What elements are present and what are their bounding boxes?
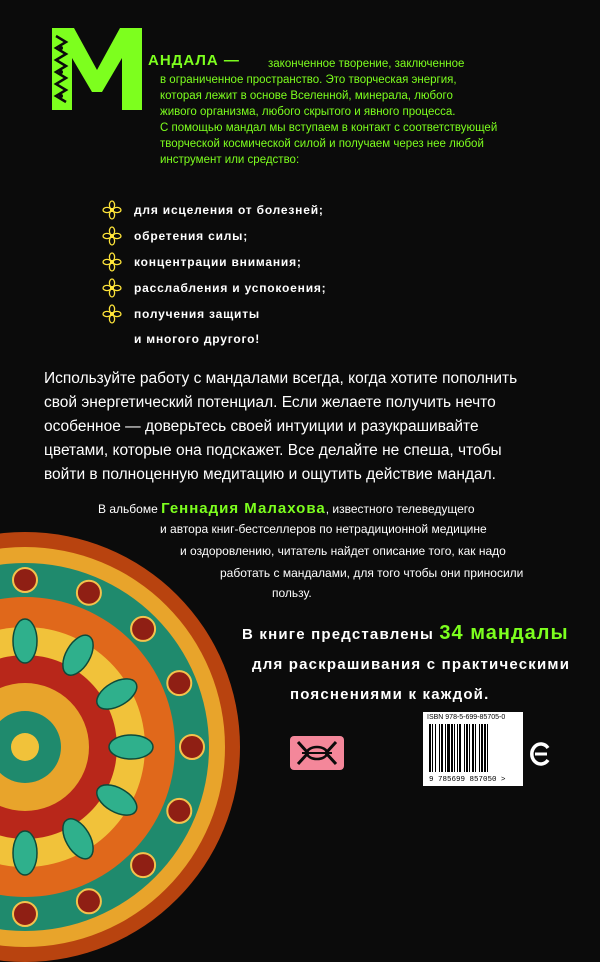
barcode-bar: [457, 724, 458, 772]
bullet-item: [102, 226, 248, 246]
barcode-bar: [484, 724, 486, 772]
intro-line: С помощью мандал мы вступаем в контакт с соответствующей: [160, 122, 498, 134]
book-info-prefix: В книге представлены: [242, 626, 435, 643]
flower-bullet-icon: [102, 252, 122, 272]
barcode-bar: [469, 724, 470, 772]
barcode-bar: [429, 724, 431, 772]
barcode-bar: [454, 724, 455, 772]
intro-line: творческой космической силой и получаем через нее любой: [160, 138, 484, 150]
bullet-item: [102, 278, 326, 298]
barcode-bar: [466, 724, 468, 772]
barcode-bar: [447, 724, 450, 772]
barcode-bar: [435, 724, 436, 772]
intro-first-line: законченное творение, заключенное: [268, 58, 465, 70]
body-line: свой энергетический потенциал. Если желаете получить нечто: [44, 394, 496, 411]
author-line: пользу.: [272, 586, 312, 600]
bullet-item: [102, 200, 324, 220]
flower-bullet-icon: [102, 226, 122, 246]
flower-bullet-icon: [102, 304, 122, 324]
bullet-item: [102, 304, 260, 324]
barcode-bars: [429, 724, 517, 772]
bullet-text: расслабления и успокоения;: [134, 281, 327, 295]
author-prefix: В альбоме: [98, 502, 158, 516]
mandala-dot: [180, 735, 204, 759]
mandala-dot: [167, 799, 191, 823]
book-info-line: пояснениями к каждой.: [290, 686, 490, 703]
body-line: цветами, которые она подскажет. Все делайте не спеша, чтобы: [44, 442, 502, 459]
flower-bullet-icon: [102, 200, 122, 220]
mandala-dot: [13, 902, 37, 926]
barcode: [423, 712, 523, 786]
mandala-petal: [109, 735, 153, 759]
mandala-dot: [131, 853, 155, 877]
author-name: Геннадия Малахова: [161, 500, 326, 517]
barcode-bar: [475, 724, 476, 772]
book-info-line: [242, 622, 569, 645]
mandala-count: 34 мандалы: [439, 622, 569, 644]
bullet-text: обретения силы;: [134, 229, 249, 243]
barcode-bar: [459, 724, 461, 772]
bullet-item: [102, 252, 302, 272]
mandala-petal: [13, 619, 37, 663]
intro-line: которая лежит в основе Вселенной, минерала, любого: [160, 90, 453, 102]
barcode-bar: [432, 724, 433, 772]
book-info-line: для раскрашивания с практическими: [252, 656, 571, 673]
mandala-dot: [77, 581, 101, 605]
author-suffix: , известного телеведущего: [325, 502, 475, 516]
flower-bullet-icon: [102, 278, 122, 298]
barcode-bar: [441, 724, 443, 772]
barcode-bar: [439, 724, 440, 772]
mandala-dot: [13, 568, 37, 592]
intro-line: живого организма, любого скрытого и явного процесса.: [160, 106, 456, 118]
barcode-bar: [472, 724, 474, 772]
series-logo-icon: [290, 736, 344, 770]
barcode-bar: [481, 724, 483, 772]
intro-line: в ограниченное пространство. Это творческая энергия,: [160, 74, 457, 86]
bullet-text: получения защиты: [134, 307, 260, 321]
bullet-continuation: и многого другого!: [134, 332, 261, 346]
mandala-petal: [13, 831, 37, 875]
barcode-bar: [451, 724, 453, 772]
mandala-illustration: [0, 532, 240, 962]
barcode-bar: [487, 724, 488, 772]
author-line: [98, 500, 475, 517]
barcode-digits: 9 785699 857050 >: [429, 776, 506, 784]
body-line: Используйте работу с мандалами всегда, когда хотите пополнить: [44, 370, 518, 387]
barcode-bar: [445, 724, 446, 772]
mandala-dot: [167, 671, 191, 695]
mandala-dot: [77, 889, 101, 913]
barcode-bar: [464, 724, 465, 772]
author-line: и автора книг-бестселлеров по нетрадиционной медицине: [160, 522, 487, 536]
bullet-text: для исцеления от болезней;: [134, 203, 324, 217]
author-line: и оздоровлению, читатель найдет описание того, как надо: [180, 544, 506, 558]
author-line: работать с мандалами, для того чтобы они приносили: [220, 566, 524, 580]
intro-heading: АНДАЛА —: [148, 52, 240, 69]
body-line: особенное — доверьтесь своей интуиции и разукрашивайте: [44, 418, 479, 435]
bullet-text: концентрации внимания;: [134, 255, 302, 269]
barcode-bar: [479, 724, 480, 772]
intro-line: инструмент или средство:: [160, 154, 300, 166]
mandala-dot: [131, 617, 155, 641]
isbn-text: ISBN 978-5-699-85705-0: [427, 714, 506, 721]
body-line: войти в полноценную медитацию и ощутить действие мандал.: [44, 466, 496, 483]
publisher-logo-icon: [528, 740, 552, 768]
dropcap-letter: [52, 28, 142, 110]
